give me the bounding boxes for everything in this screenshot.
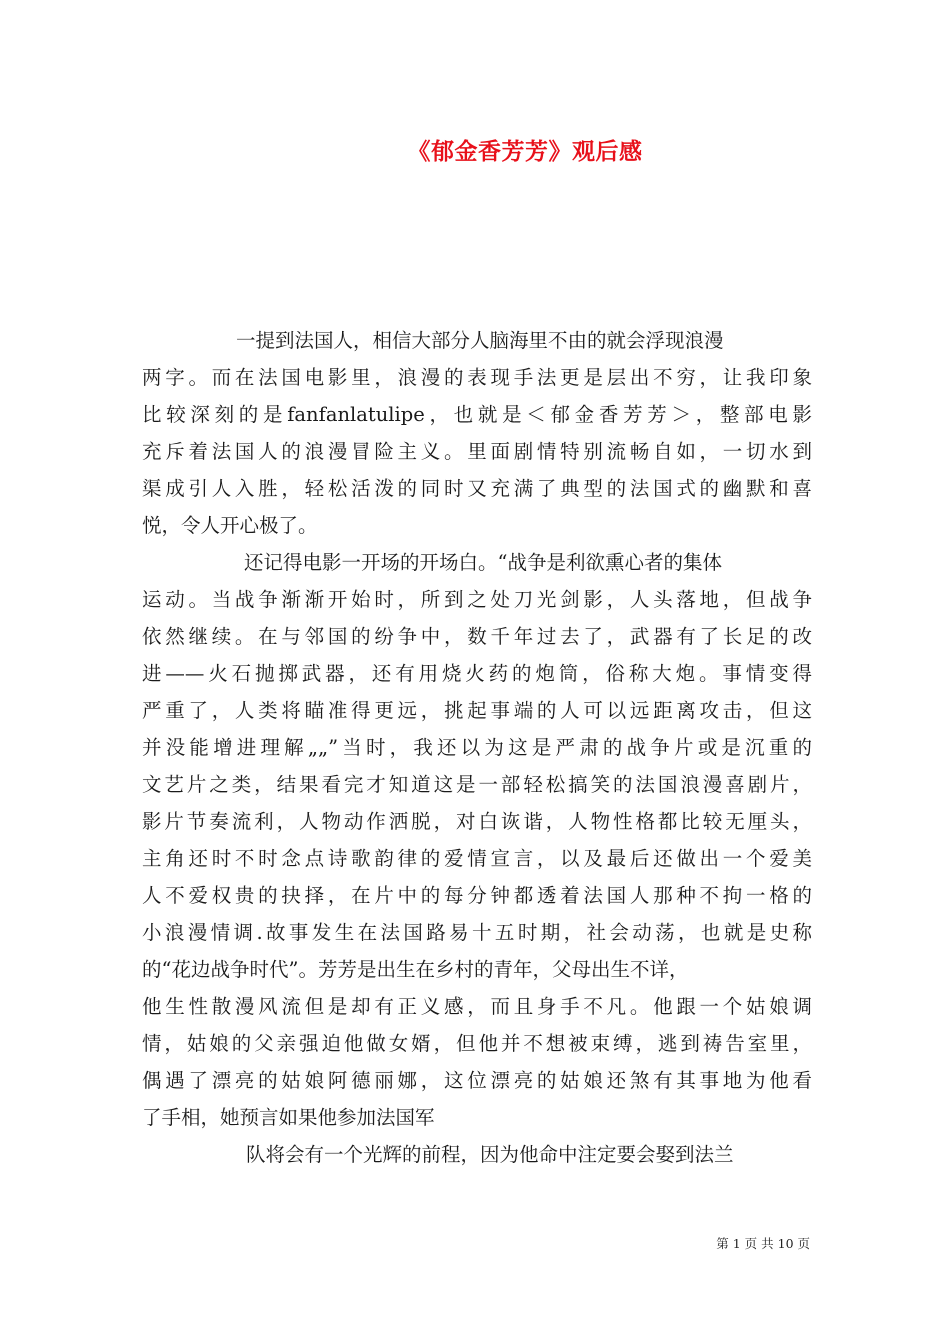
paragraph-2-line: 主角还时不时念点诗歌韵律的爱情宣言，以及最后还做出一个爱美 [142,847,812,870]
paragraph-2-line: 严重了，人类将瞄准得更远，挑起事端的人可以远距离攻击，但这 [142,699,812,722]
paragraph-2-line: 人不爱权贵的抉择，在片中的每分钟都透着法国人那种不拘一格的 [142,884,812,907]
paragraph-1-line: 渠成引人入胜，轻松活泼的同时又充满了典型的法国式的幽默和喜 [142,477,812,500]
page-number-footer: 第 1 页 共 10 页 [716,1236,810,1251]
document-body [142,322,812,1173]
paragraph-3-line: 队将会有一个光辉的前程，因为他命中注定要会娶到法兰 [246,1143,734,1166]
paragraph-2-line: 还记得电影一开场的开场白。“战争是利欲熏心者的集体 [244,551,722,574]
paragraph-2-line: 并没能增进理解„„”当时，我还以为这是严肃的战争片或是沉重的 [142,736,812,759]
paragraph-2-line: 了手相，她预言如果他参加法国军 [142,1106,435,1129]
paragraph-2-line: 依然继续。在与邻国的纷争中，数千年过去了，武器有了长足的改 [142,625,812,648]
paragraph-2-line: 影片节奏流利，人物动作洒脱，对白诙谐，人物性格都比较无厘头， [142,810,812,833]
paragraph-2-line: 情，姑娘的父亲强迫他做女婿，但他并不想被束缚，逃到祷告室里， [142,1032,812,1055]
paragraph-2-line: 文艺片之类，结果看完才知道这是一部轻松搞笑的法国浪漫喜剧片， [142,773,812,796]
paragraph-2-line: 运动。当战争渐渐开始时，所到之处刀光剑影，人头落地，但战争 [142,588,812,611]
paragraph-1-line: 一提到法国人，相信大部分人脑海里不由的就会浮现浪漫 [236,329,724,352]
document-title: 《郁金香芳芳》观后感 [407,138,643,165]
paragraph-2-line: 的“花边战争时代”。芳芳是出生在乡村的青年，父母出生不详， [142,958,689,981]
paragraph-1-line: 两字。而在法国电影里，浪漫的表现手法更是层出不穷，让我印象 [142,366,812,389]
paragraph-1-line: 比较深刻的是fanfanlatulipe，也就是＜郁金香芳芳＞，整部电影 [142,403,812,426]
paragraph-2-line: 小浪漫情调.故事发生在法国路易十五时期，社会动荡，也就是史称 [142,921,812,944]
paragraph-2-line: 进——火石抛掷武器，还有用烧火药的炮筒，俗称大炮。事情变得 [142,662,812,685]
paragraph-2-line: 他生性散漫风流但是却有正义感，而且身手不凡。他跟一个姑娘调 [142,995,812,1018]
paragraph-1-line: 充斥着法国人的浪漫冒险主义。里面剧情特别流畅自如，一切水到 [142,440,812,463]
paragraph-1-line: 悦，令人开心极了。 [142,514,318,537]
paragraph-2-line: 偶遇了漂亮的姑娘阿德丽娜，这位漂亮的姑娘还煞有其事地为他看 [142,1069,812,1092]
